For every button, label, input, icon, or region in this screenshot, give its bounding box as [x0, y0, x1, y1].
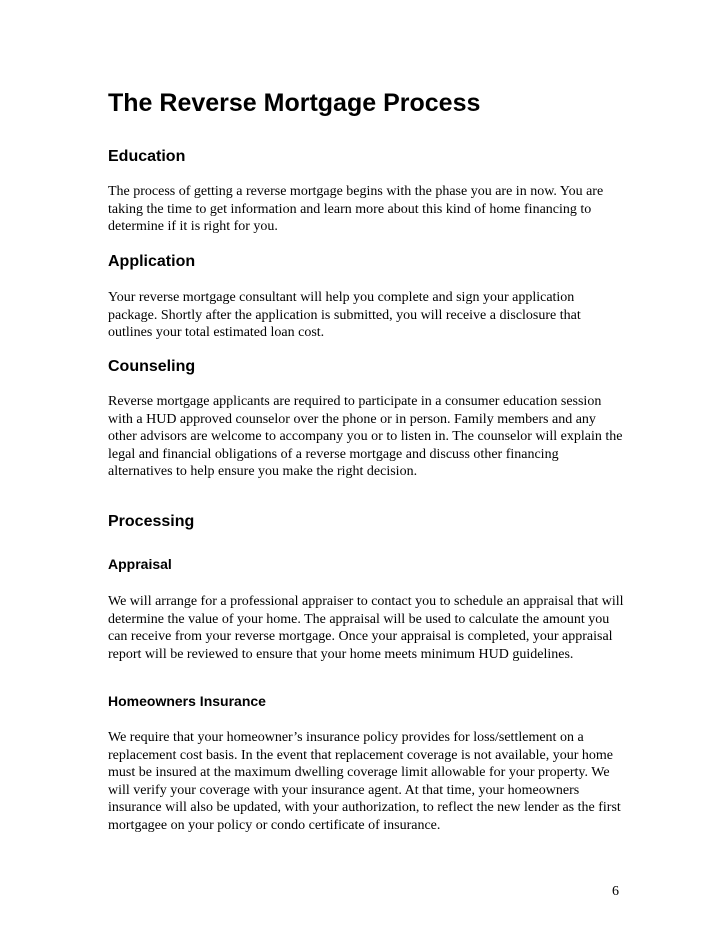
subsection-heading-homeowners-insurance: Homeowners Insurance [108, 693, 266, 709]
section-heading-application: Application [108, 253, 196, 270]
page-number: 6 [612, 884, 619, 899]
section-heading-counseling: Counseling [108, 358, 196, 375]
section-heading-processing: Processing [108, 513, 195, 530]
subsection-body-appraisal: We will arrange for a professional appraiser to contact you to schedule an appraisal that will determine the value of your home. The appraisal will be used to calculate the amount you can receive from your reverse mortgage. Once your appraisal is completed, your appraisal report will be reviewed to ensure that your home meets minimum HUD guidelines. [108, 594, 624, 662]
subsection-body-homeowners-insurance: We require that your homeowner’s insurance policy provides for loss/settlement on a replacement cost basis. In the event that replacement coverage is not available, your home must be insured at the maximum dwelling coverage limit allowable for your property. We will verify your coverage with your insurance agent. At that time, your homeowners insurance will also be updated, with your authorization, to reflect the new lender as the first mortgagee on your policy or condo certificate of insurance. [108, 730, 621, 833]
subsection-heading-appraisal: Appraisal [108, 556, 172, 572]
page-title: The Reverse Mortgage Process [108, 89, 481, 117]
section-body-counseling: Reverse mortgage applicants are required to participate in a consumer education session with a HUD approved counselor over the phone or in person. Family members and any other advisors are welcome to accompany you or to listen in. The counselor will explain the legal and financial obligations of a reverse mortgage and discuss other financing alternatives to help ensure you make the right decision. [108, 394, 623, 479]
section-body-education: The process of getting a reverse mortgage begins with the phase you are in now. You are taking the time to get information and learn more about this kind of home financing to determine if it is right for you. [108, 184, 604, 234]
section-body-application: Your reverse mortgage consultant will help you complete and sign your application package. Shortly after the application is submitted, you will receive a disclosure that outlines your total estimated loan cost. [108, 290, 581, 340]
section-heading-education: Education [108, 148, 186, 165]
